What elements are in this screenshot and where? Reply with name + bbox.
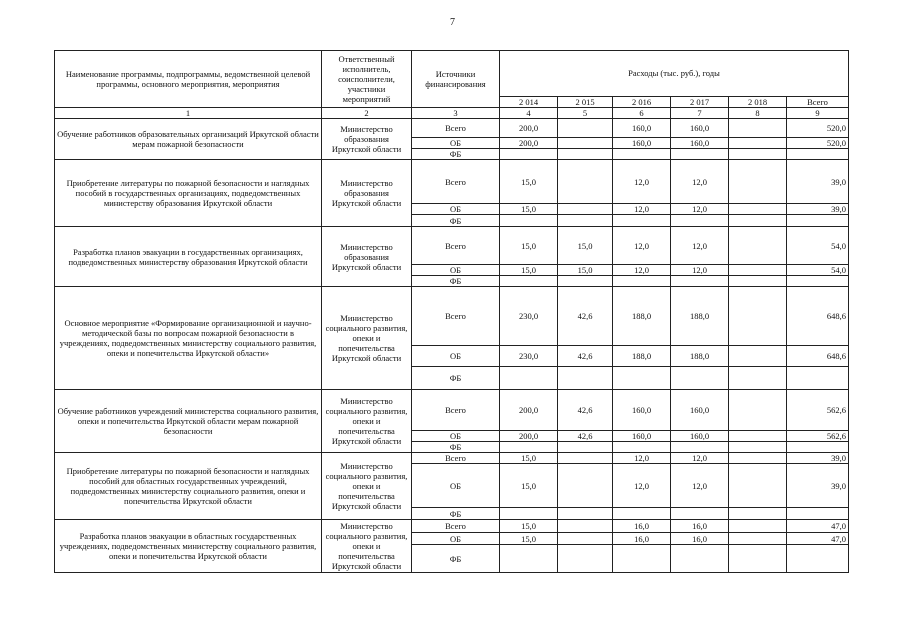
responsible-executor: Министерство социального развития, опеки и попечительства Иркутской области <box>322 287 412 390</box>
year-value <box>671 367 729 390</box>
header-year-cell: 2 014 <box>500 97 558 108</box>
responsible-executor: Министерство образования Иркутской области <box>322 160 412 227</box>
year-value <box>729 367 787 390</box>
total-value: 39,0 <box>787 464 849 508</box>
year-value <box>613 545 671 573</box>
year-value: 160,0 <box>671 119 729 138</box>
total-value <box>787 215 849 227</box>
column-number: 3 <box>412 108 500 119</box>
year-value: 200,0 <box>500 390 558 431</box>
responsible-executor: Министерство образования Иркутской области <box>322 119 412 160</box>
year-value <box>729 287 787 346</box>
total-value: 47,0 <box>787 533 849 545</box>
year-value: 15,0 <box>558 227 613 265</box>
year-value: 12,0 <box>671 265 729 276</box>
funding-source: ФБ <box>412 545 500 573</box>
total-value: 39,0 <box>787 453 849 464</box>
year-value: 15,0 <box>500 265 558 276</box>
year-value: 12,0 <box>671 160 729 204</box>
column-number: 4 <box>500 108 558 119</box>
year-value <box>613 149 671 160</box>
activity-name: Обучение работников учреждений министерства социального развития, опеки и попечительства Иркутской области мерам пожарной безопасности <box>55 390 322 453</box>
year-value <box>558 545 613 573</box>
funding-source: Всего <box>412 119 500 138</box>
year-value <box>729 227 787 265</box>
year-value <box>558 160 613 204</box>
year-value <box>671 215 729 227</box>
funding-source: ФБ <box>412 215 500 227</box>
header-total-cell: Всего <box>787 97 849 108</box>
funding-source: Всего <box>412 520 500 533</box>
year-value: 160,0 <box>671 390 729 431</box>
responsible-executor: Министерство образования Иркутской области <box>322 227 412 287</box>
year-value <box>613 367 671 390</box>
table-row <box>55 287 849 346</box>
header-executor: Ответственный исполнитель, соисполнители, участники мероприятий <box>322 51 412 108</box>
year-value <box>500 508 558 520</box>
header-year-cell: 2 018 <box>729 97 787 108</box>
year-value <box>558 367 613 390</box>
column-numbers-row <box>55 108 849 119</box>
year-value: 188,0 <box>613 346 671 367</box>
year-value: 42,6 <box>558 346 613 367</box>
funding-source: ОБ <box>412 431 500 442</box>
year-value <box>500 545 558 573</box>
year-value: 15,0 <box>558 265 613 276</box>
year-value <box>729 508 787 520</box>
year-value <box>671 508 729 520</box>
year-value: 160,0 <box>613 138 671 149</box>
year-value: 230,0 <box>500 346 558 367</box>
year-value <box>729 119 787 138</box>
column-number: 9 <box>787 108 849 119</box>
total-value: 562,6 <box>787 431 849 442</box>
year-value: 15,0 <box>500 520 558 533</box>
column-number: 1 <box>55 108 322 119</box>
responsible-executor: Министерство социального развития, опеки и попечительства Иркутской области <box>322 453 412 520</box>
year-value <box>671 276 729 287</box>
year-value: 160,0 <box>613 390 671 431</box>
year-value: 15,0 <box>500 204 558 215</box>
year-value: 200,0 <box>500 138 558 149</box>
total-value <box>787 442 849 453</box>
year-value: 15,0 <box>500 227 558 265</box>
header-row <box>55 51 849 97</box>
column-number: 8 <box>729 108 787 119</box>
table-row <box>55 390 849 431</box>
year-value: 15,0 <box>500 160 558 204</box>
funding-source: ОБ <box>412 533 500 545</box>
year-value <box>558 508 613 520</box>
year-value: 12,0 <box>613 464 671 508</box>
year-value <box>671 545 729 573</box>
year-value <box>729 346 787 367</box>
header-sources: Источники финансирования <box>412 51 500 108</box>
total-value: 39,0 <box>787 204 849 215</box>
activity-name: Обучение работников образовательных организаций Иркутской области мерам пожарной безопасности <box>55 119 322 160</box>
year-value: 12,0 <box>613 265 671 276</box>
year-value: 12,0 <box>671 464 729 508</box>
activity-name: Разработка планов эвакуации в государственных организациях, подведомственных министерству образования Иркутской области <box>55 227 322 287</box>
year-value <box>558 533 613 545</box>
activity-name: Приобретение литературы по пожарной безопасности и наглядных пособий в государственных организациях, подведомственных министерству образования Иркутской области <box>55 160 322 227</box>
year-value: 230,0 <box>500 287 558 346</box>
header-year-cell: 2 015 <box>558 97 613 108</box>
year-value: 160,0 <box>671 138 729 149</box>
total-value: 648,6 <box>787 287 849 346</box>
year-value: 12,0 <box>613 453 671 464</box>
total-value: 562,6 <box>787 390 849 431</box>
year-value <box>558 215 613 227</box>
year-value <box>558 149 613 160</box>
year-value: 188,0 <box>613 287 671 346</box>
year-value: 12,0 <box>613 160 671 204</box>
year-value <box>558 520 613 533</box>
funding-source: ФБ <box>412 149 500 160</box>
table-row <box>55 520 849 533</box>
funding-source: ОБ <box>412 265 500 276</box>
funding-source: Всего <box>412 227 500 265</box>
year-value <box>500 276 558 287</box>
year-value <box>500 215 558 227</box>
header-name: Наименование программы, подпрограммы, ведомственной целевой программы, основного мероприятия, мероприятия <box>55 51 322 108</box>
year-value: 16,0 <box>671 520 729 533</box>
year-value: 16,0 <box>613 533 671 545</box>
year-value <box>558 138 613 149</box>
total-value: 648,6 <box>787 346 849 367</box>
table-row <box>55 160 849 204</box>
year-value: 12,0 <box>671 204 729 215</box>
responsible-executor: Министерство социального развития, опеки и попечительства Иркутской области <box>322 520 412 573</box>
year-value <box>613 215 671 227</box>
table-row <box>55 119 849 138</box>
year-value: 160,0 <box>671 431 729 442</box>
page-number: 7 <box>450 17 455 28</box>
funding-source: ФБ <box>412 442 500 453</box>
year-value: 42,6 <box>558 431 613 442</box>
funding-source: Всего <box>412 453 500 464</box>
year-value: 160,0 <box>613 431 671 442</box>
budget-table <box>54 50 849 573</box>
year-value <box>500 367 558 390</box>
year-value <box>729 464 787 508</box>
year-value <box>729 149 787 160</box>
year-value <box>500 442 558 453</box>
year-value <box>729 265 787 276</box>
year-value: 16,0 <box>671 533 729 545</box>
year-value <box>729 390 787 431</box>
year-value <box>613 442 671 453</box>
funding-source: ФБ <box>412 508 500 520</box>
year-value <box>500 149 558 160</box>
table-row <box>55 227 849 265</box>
activity-name: Разработка планов эвакуации в областных государственных учреждениях, подведомственных министерству социального развития, опеки и попечительства Иркутской области <box>55 520 322 573</box>
year-value <box>729 204 787 215</box>
total-value <box>787 149 849 160</box>
year-value <box>729 442 787 453</box>
year-value <box>671 442 729 453</box>
year-value: 200,0 <box>500 119 558 138</box>
year-value: 12,0 <box>613 204 671 215</box>
year-value <box>729 215 787 227</box>
total-value <box>787 545 849 573</box>
funding-source: Всего <box>412 287 500 346</box>
column-number: 2 <box>322 108 412 119</box>
total-value: 39,0 <box>787 160 849 204</box>
year-value: 188,0 <box>671 287 729 346</box>
activity-name: Основное мероприятие «Формирование организационной и научно-методической базы по вопросам пожарной безопасности в учреждениях, подведомственных министерству социального развития, опеки и попечительства Иркутской области» <box>55 287 322 390</box>
year-value <box>729 138 787 149</box>
total-value: 47,0 <box>787 520 849 533</box>
funding-source: ОБ <box>412 346 500 367</box>
total-value <box>787 276 849 287</box>
total-value: 54,0 <box>787 265 849 276</box>
column-number: 5 <box>558 108 613 119</box>
year-value: 42,6 <box>558 287 613 346</box>
year-value: 42,6 <box>558 390 613 431</box>
funding-source: ФБ <box>412 367 500 390</box>
year-value <box>558 442 613 453</box>
column-number: 7 <box>671 108 729 119</box>
total-value <box>787 508 849 520</box>
funding-source: ОБ <box>412 138 500 149</box>
year-value <box>671 149 729 160</box>
responsible-executor: Министерство социального развития, опеки и попечительства Иркутской области <box>322 390 412 453</box>
year-value <box>613 508 671 520</box>
year-value: 200,0 <box>500 431 558 442</box>
funding-source: Всего <box>412 160 500 204</box>
year-value <box>558 464 613 508</box>
activity-name: Приобретение литературы по пожарной безопасности и наглядных пособий для областных государственных учреждений, подведомственных министерству социального развития, опеки и попечительства Иркутской области <box>55 453 322 520</box>
funding-source: ОБ <box>412 464 500 508</box>
year-value <box>729 520 787 533</box>
year-value <box>558 276 613 287</box>
header-expenses: Расходы (тыс. руб.), годы <box>500 51 849 97</box>
total-value: 54,0 <box>787 227 849 265</box>
column-number: 6 <box>613 108 671 119</box>
year-value <box>558 119 613 138</box>
header-year-cell: 2 017 <box>671 97 729 108</box>
total-value <box>787 367 849 390</box>
year-value <box>729 431 787 442</box>
year-value <box>729 453 787 464</box>
year-value: 15,0 <box>500 533 558 545</box>
year-value: 15,0 <box>500 453 558 464</box>
year-value <box>729 545 787 573</box>
total-value: 520,0 <box>787 119 849 138</box>
year-value <box>729 160 787 204</box>
funding-source: ОБ <box>412 204 500 215</box>
year-value: 12,0 <box>671 227 729 265</box>
header-year-cell: 2 016 <box>613 97 671 108</box>
year-value <box>558 204 613 215</box>
year-value <box>558 453 613 464</box>
year-value <box>613 276 671 287</box>
funding-source: ФБ <box>412 276 500 287</box>
year-value: 160,0 <box>613 119 671 138</box>
year-value: 188,0 <box>671 346 729 367</box>
year-value: 12,0 <box>613 227 671 265</box>
year-value <box>729 276 787 287</box>
year-value: 15,0 <box>500 464 558 508</box>
year-value: 12,0 <box>671 453 729 464</box>
year-value <box>729 533 787 545</box>
total-value: 520,0 <box>787 138 849 149</box>
funding-source: Всего <box>412 390 500 431</box>
year-value: 16,0 <box>613 520 671 533</box>
table-row <box>55 453 849 464</box>
